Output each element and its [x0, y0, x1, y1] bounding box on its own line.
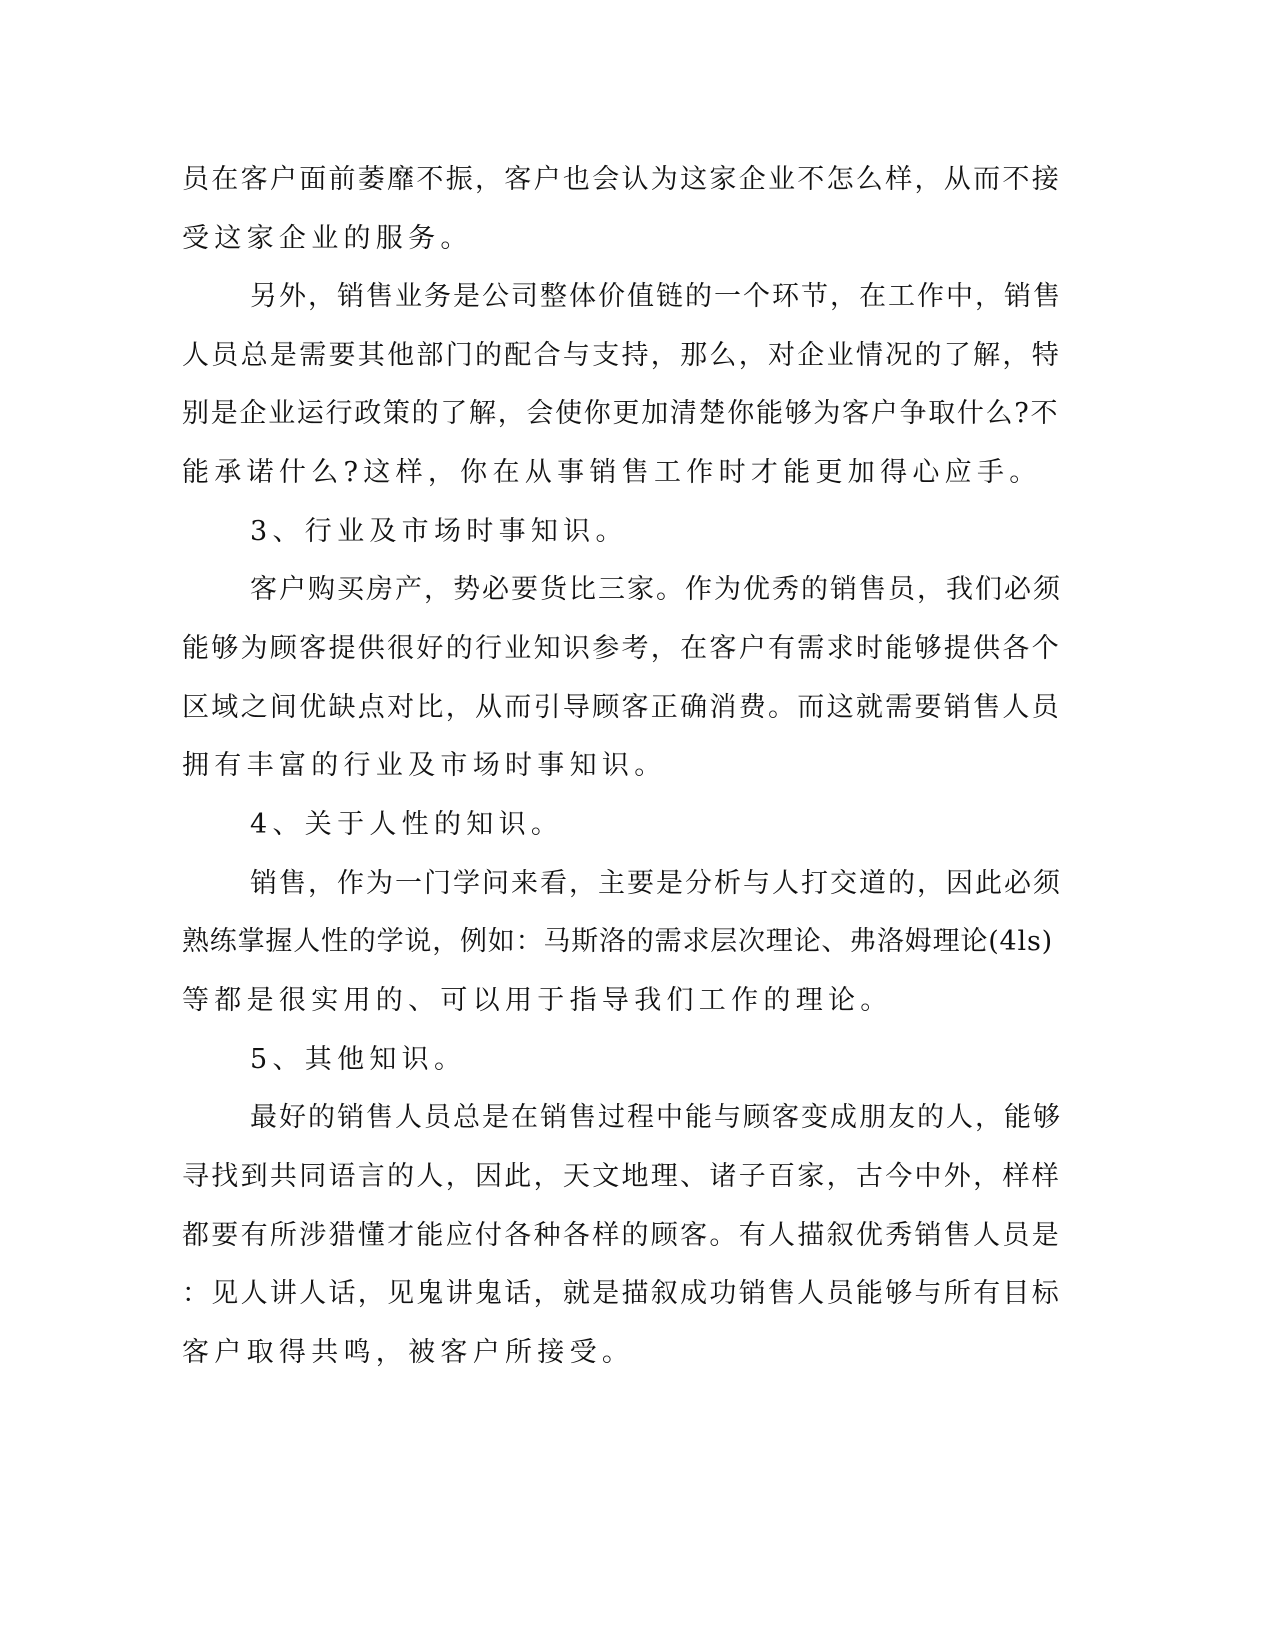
- text-line: 区域之间优缺点对比，从而引导顾客正确消费。而这就需要销售人员: [182, 692, 1061, 723]
- text-line: 拥有丰富的行业及市场时事知识。: [182, 750, 667, 781]
- paragraph-start-line: 销售，作为一门学问来看，主要是分析与人打交道的，因此必须: [250, 868, 1062, 899]
- text-line: 等都是很实用的、可以用于指导我们工作的理论。: [182, 985, 893, 1016]
- text-line: 能够为顾客提供很好的行业知识参考，在客户有需求时能够提供各个: [182, 633, 1061, 664]
- text-line: 客户取得共鸣，被客户所接受。: [182, 1337, 635, 1368]
- text-line: 受这家企业的服务。: [182, 223, 473, 254]
- text-line: 人员总是需要其他部门的配合与支持，那么，对企业情况的了解，特: [182, 340, 1061, 371]
- paragraph-start-line: 另外，销售业务是公司整体价值链的一个环节，在工作中，销售: [250, 281, 1062, 312]
- text-line: 能承诺什么?这样，你在从事销售工作时才能更加得心应手。: [182, 457, 1042, 488]
- text-line: 熟练掌握人性的学说，例如：马斯洛的需求层次理论、弗洛姆理论(4ls): [182, 926, 1053, 957]
- section-heading: 3、行业及市场时事知识。: [250, 516, 628, 547]
- section-heading: 4、关于人性的知识。: [250, 809, 564, 840]
- paragraph-start-line: 客户购买房产，势必要货比三家。作为优秀的销售员，我们必须: [250, 574, 1062, 605]
- text-line: 别是企业运行政策的了解，会使你更加清楚你能够为客户争取什么?不: [182, 398, 1060, 429]
- section-heading: 5、其他知识。: [250, 1044, 467, 1075]
- text-line: ：见人讲人话，见鬼讲鬼话，就是描叙成功销售人员能够与所有目标: [182, 1278, 1061, 1309]
- text-line: 都要有所涉猎懂才能应付各种各样的顾客。有人描叙优秀销售人员是: [182, 1220, 1061, 1251]
- paragraph-start-line: 最好的销售人员总是在销售过程中能与顾客变成朋友的人，能够: [250, 1102, 1062, 1133]
- text-line: 寻找到共同语言的人，因此，天文地理、诸子百家，古今中外，样样: [182, 1161, 1061, 1192]
- text-line: 员在客户面前萎靡不振，客户也会认为这家企业不怎么样，从而不接: [182, 164, 1061, 195]
